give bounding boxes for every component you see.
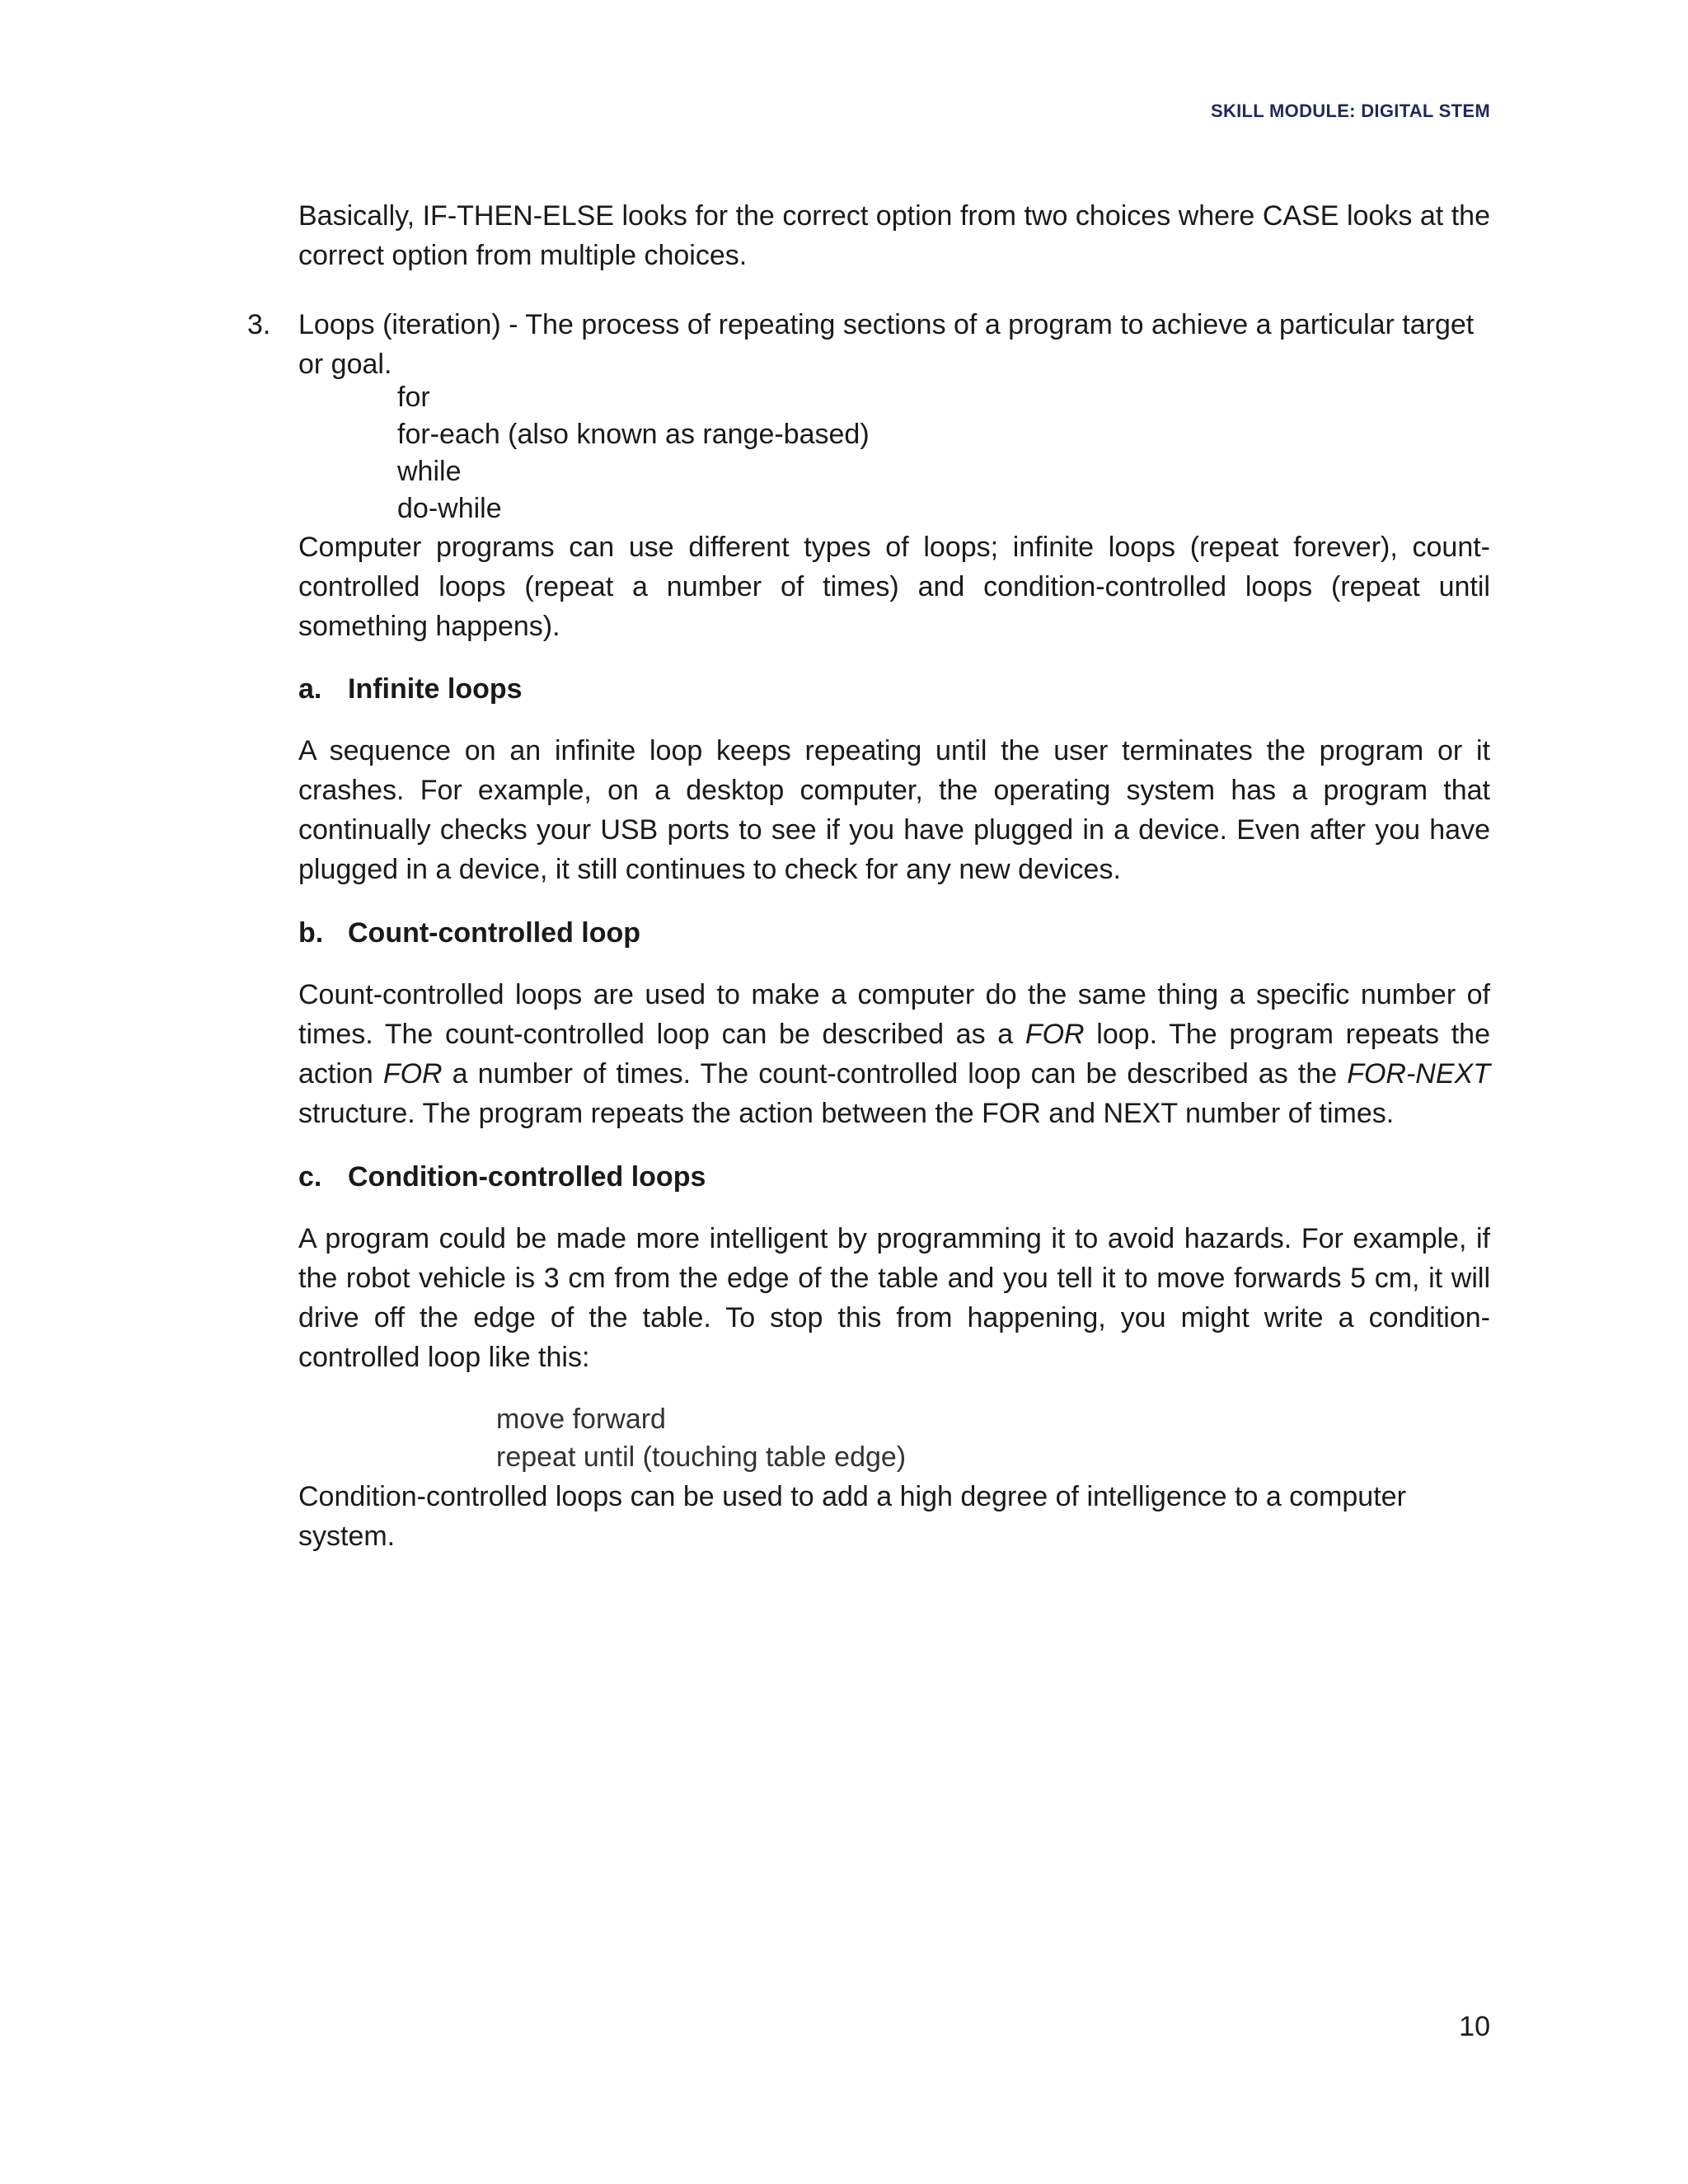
section-a-heading [298, 669, 523, 709]
section-a-letter: a. [298, 673, 322, 705]
loop-type-while: while [397, 456, 462, 487]
list-item-number: 3. [247, 309, 271, 340]
section-c-letter: c. [298, 1161, 322, 1193]
section-c-closing: Condition-controlled loops can be used to add a high degree of intelligence to a computer system. [298, 1481, 1406, 1552]
section-b-letter: b. [298, 917, 324, 949]
intro-paragraph: Basically, IF-THEN-ELSE looks for the correct option from two choices where CASE looks at the correct option from multiple choices. [298, 200, 1490, 271]
section-a-body: A sequence on an infinite loop keeps repeating until the user terminates the program or it crashes. For example, on a desktop computer, the operating system has a program that continually checks your USB ports to see if you have plugged in a device. Even after you have plugged in a device, it still continues to check for any new devices. [298, 735, 1490, 885]
loop-type-do-while: do-while [397, 493, 502, 524]
code-line-repeat-until: repeat until (touching table edge) [496, 1441, 907, 1473]
page-number: 10 [1459, 2011, 1490, 2042]
loop-type-for-each: for-each (also known as range-based) [397, 419, 870, 450]
section-a-title: Infinite loops [348, 673, 523, 705]
loops-summary: Computer programs can use different types of loops; infinite loops (repeat forever), count-controlled loops (repeat a number of times) and condition-controlled loops (repeat until something happens). [298, 532, 1490, 642]
section-c-heading [298, 1157, 706, 1197]
loops-definition: Loops (iteration) - The process of repeating sections of a program to achieve a particular target or goal. [298, 309, 1475, 380]
running-header: SKILL MODULE: DIGITAL STEM [1210, 101, 1490, 121]
section-c-body: A program could be made more intelligent by programming it to avoid hazards. For example, if the robot vehicle is 3 cm from the edge of the table and you tell it to move forwards 5 cm, it will drive off the edge of the table. To stop this from happening, you might write a condition-controlled loop like this: [298, 1223, 1490, 1373]
section-b-body: Count-controlled loops are used to make a computer do the same thing a specific number of times. The count-controlled loop can be described as a FOR loop. The program repeats the action FOR a number of times. The count-controlled loop can be described as the FOR-NEXT structure. The program repeats the action between the FOR and NEXT number of times. [298, 979, 1490, 1129]
section-b-heading [298, 913, 640, 953]
section-c-title: Condition-controlled loops [348, 1161, 706, 1193]
code-line-move-forward: move forward [496, 1404, 666, 1435]
section-b-title: Count-controlled loop [348, 917, 641, 949]
loop-type-for: for [397, 382, 430, 413]
